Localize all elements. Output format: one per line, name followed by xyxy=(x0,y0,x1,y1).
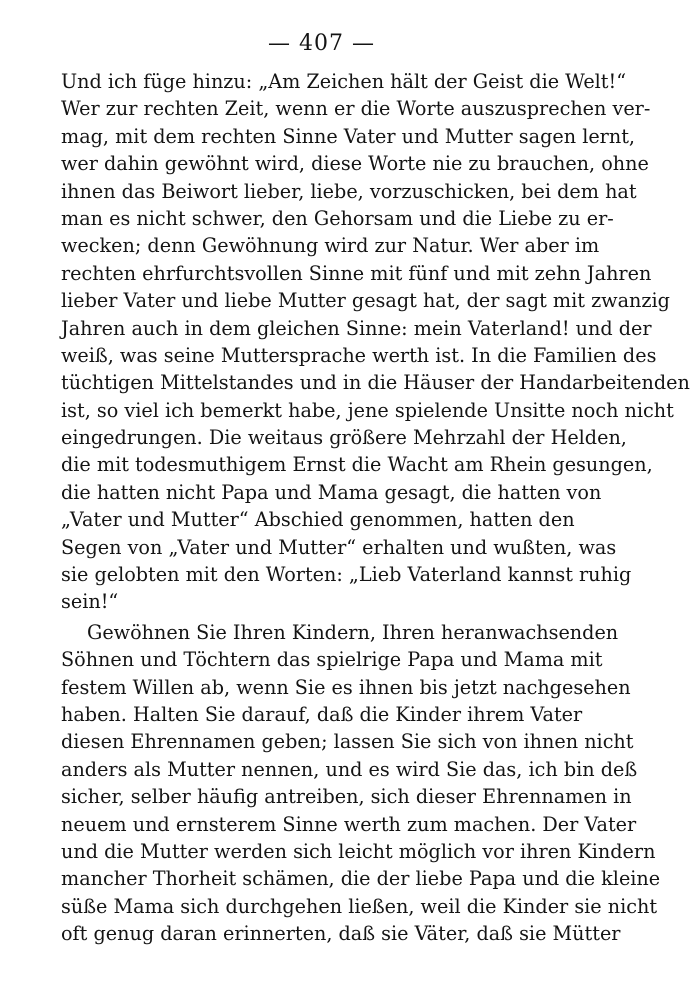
text-line: Jahren auch in dem gleichen Sinne: mein Vaterland! und der xyxy=(61,316,652,340)
text-line: „Vater und Mutter“ Abschied genommen, hatten den xyxy=(61,508,575,532)
text-line: wecken; denn Gewöhnung wird zur Natur. Wer aber im xyxy=(61,234,600,258)
text-line: man es nicht schwer, den Gehorsam und die Liebe zu er- xyxy=(61,206,614,230)
text-line: mancher Thorheit schämen, die der liebe Papa und die kleine xyxy=(61,867,661,891)
text-line: sie gelobten mit den Worten: „Lieb Vaterland kannst ruhig xyxy=(61,563,632,587)
text-line: oft genug daran erinnerten, daß sie Väter, daß sie Mütter xyxy=(61,922,621,946)
text-line: Segen von „Vater und Mutter“ erhalten und wußten, was xyxy=(61,535,617,559)
text-line: Wer zur rechten Zeit, wenn er die Worte auszusprechen ver- xyxy=(61,97,651,121)
text-line: süße Mama sich durchgehen ließen, weil die Kinder sie nicht xyxy=(61,894,658,918)
text-line: und die Mutter werden sich leicht möglich vor ihren Kindern xyxy=(61,839,656,863)
text-line: ist, so viel ich bemerkt habe, jene spielende Unsitte noch nicht xyxy=(61,398,674,422)
text-line: ihnen das Beiwort lieber, liebe, vorzuschicken, bei dem hat xyxy=(61,179,637,203)
text-line: mag, mit dem rechten Sinne Vater und Mutter sagen lernt, xyxy=(61,124,636,148)
text-line: die mit todesmuthigem Ernst die Wacht am Rhein gesungen, xyxy=(61,453,653,477)
text-line: diesen Ehrennamen geben; lassen Sie sich von ihnen nicht xyxy=(61,730,634,754)
text-line: neuem und ernsterem Sinne werth zum machen. Der Vater xyxy=(61,812,637,836)
text-line: tüchtigen Mittelstandes und in die Häuser der Handarbeitenden xyxy=(61,371,690,395)
text-line: anders als Mutter nennen, und es wird Sie das, ich bin deß xyxy=(61,757,638,781)
text-line: lieber Vater und liebe Mutter gesagt hat, der sagt mit zwanzig xyxy=(61,289,670,313)
text-line: die hatten nicht Papa und Mama gesagt, die hatten von xyxy=(61,480,602,504)
text-line: sicher, selber häufig antreiben, sich dieser Ehrennamen in xyxy=(61,785,632,809)
body-text xyxy=(61,68,690,948)
text-line: rechten ehrfurchtsvollen Sinne mit fünf und mit zehn Jahren xyxy=(61,261,652,285)
text-line: festem Willen ab, wenn Sie es ihnen bis jetzt nachgesehen xyxy=(61,675,631,699)
paragraph-1 xyxy=(61,68,690,616)
text-line: weiß, was seine Muttersprache werth ist. In die Familien des xyxy=(61,343,657,367)
paragraph-2 xyxy=(61,619,661,948)
text-line: Gewöhnen Sie Ihren Kindern, Ihren heranwachsenden xyxy=(87,620,619,644)
text-line: sein!“ xyxy=(61,590,119,614)
text-line: haben. Halten Sie darauf, daß die Kinder ihrem Vater xyxy=(61,702,583,726)
text-line: Und ich füge hinzu: „Am Zeichen hält der Geist die Welt!“ xyxy=(61,70,627,93)
text-line: eingedrungen. Die weitaus größere Mehrzahl der Helden, xyxy=(61,426,627,450)
page-number: — 407 — xyxy=(268,31,375,56)
text-line: wer dahin gewöhnt wird, diese Worte nie zu brauchen, ohne xyxy=(61,152,649,176)
text-line: Söhnen und Töchtern das spielrige Papa und Mama mit xyxy=(61,648,603,672)
